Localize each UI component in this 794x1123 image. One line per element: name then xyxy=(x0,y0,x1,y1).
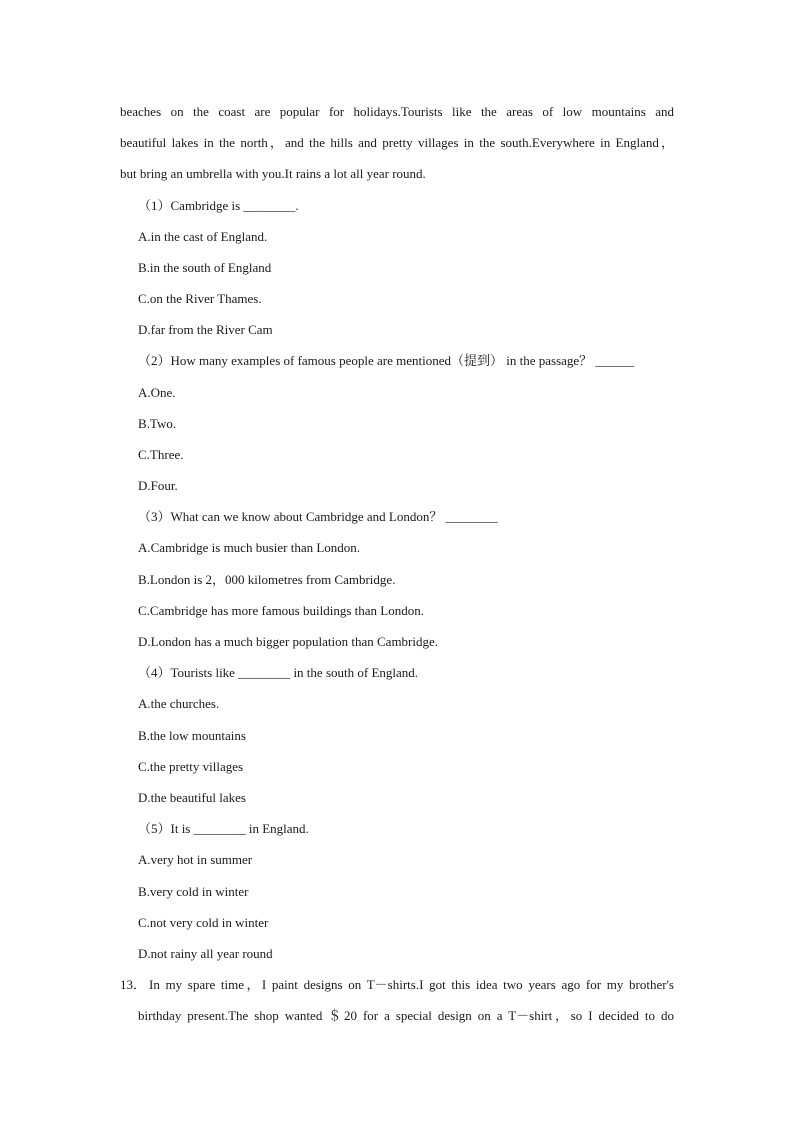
question-stem: （5）It is ________ in England. xyxy=(138,821,309,836)
answer-option: C.the pretty villages xyxy=(138,759,244,774)
question-stem: （2）How many examples of famous people are mentioned（提到） in the passage？ ______ xyxy=(138,353,635,368)
answer-option: B.in the south of England xyxy=(138,260,272,275)
answer-option: A.the churches. xyxy=(138,696,220,711)
answer-option: B.Two. xyxy=(138,416,177,431)
passage-line: beaches on the coast are popular for holidays.Tourists like the areas of low mountains and xyxy=(120,104,674,119)
answer-option: C.Cambridge has more famous buildings than London. xyxy=(138,603,424,618)
passage-line: birthday present.The shop wanted ＄20 for a special design on a T－shirt，so I decided to do xyxy=(138,1008,674,1023)
answer-option: D.not rainy all year round xyxy=(138,946,273,961)
answer-option: A.One. xyxy=(138,385,176,400)
answer-option: A.Cambridge is much busier than London. xyxy=(138,540,361,555)
passage-line: In my spare time，I paint designs on T－shirts.I got this idea two years ago for my brother's xyxy=(149,977,674,992)
answer-option: A.in the cast of England. xyxy=(138,229,268,244)
answer-option: D.London has a much bigger population than Cambridge. xyxy=(138,634,439,649)
question-stem: （1）Cambridge is ________. xyxy=(138,198,299,213)
passage-line: beautiful lakes in the north，and the hills and pretty villages in the south.Everywhere in England， xyxy=(120,135,674,150)
passage-line: but bring an umbrella with you.It rains a lot all year round. xyxy=(120,166,426,181)
answer-option: C.not very cold in winter xyxy=(138,915,269,930)
answer-option: D.the beautiful lakes xyxy=(138,790,246,805)
answer-option: B.London is 2，000 kilometres from Cambridge. xyxy=(138,572,396,587)
answer-option: A.very hot in summer xyxy=(138,852,253,867)
answer-option: C.on the River Thames. xyxy=(138,291,262,306)
answer-option: B.the low mountains xyxy=(138,728,246,743)
answer-option: B.very cold in winter xyxy=(138,884,249,899)
question-stem: （3）What can we know about Cambridge and London？ ________ xyxy=(138,509,498,524)
question-number: 13． xyxy=(120,977,147,992)
answer-option: C.Three. xyxy=(138,447,184,462)
answer-option: D.Four. xyxy=(138,478,178,493)
question-stem: （4）Tourists like ________ in the south of England. xyxy=(138,665,419,680)
answer-option: D.far from the River Cam xyxy=(138,322,273,337)
